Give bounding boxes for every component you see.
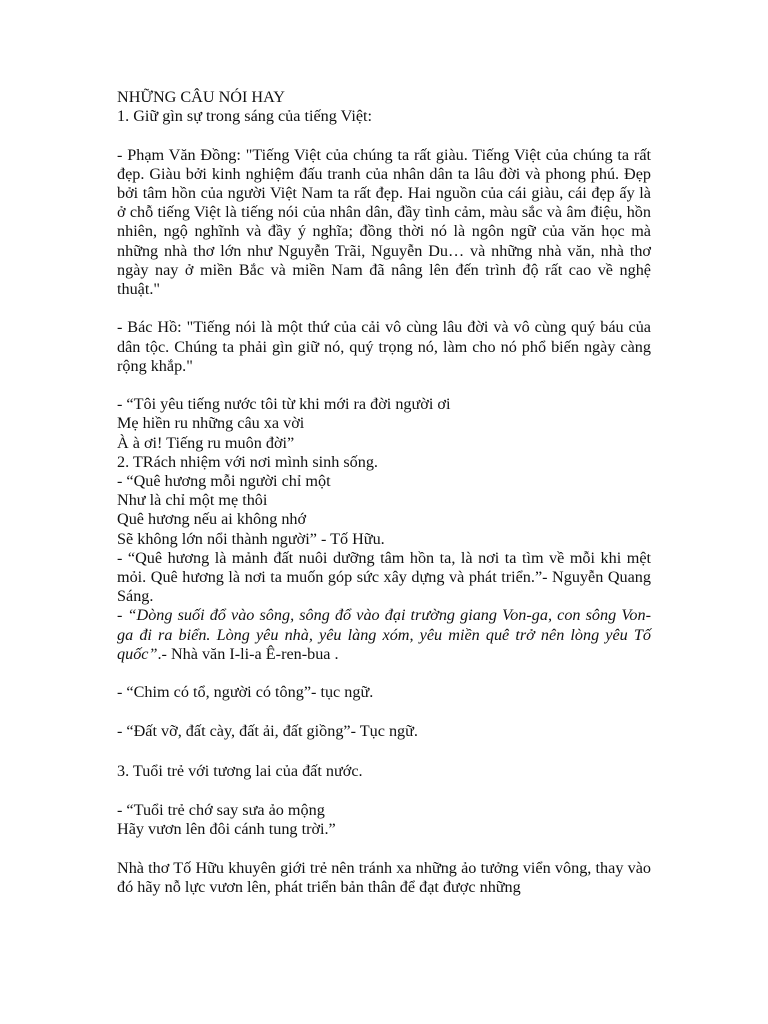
poem-line: Quê hương nếu ai không nhớ: [117, 510, 307, 529]
quote-attribution: .- Nhà văn I-li-a Ê-ren-bua .: [157, 644, 339, 663]
spacer: [117, 664, 651, 683]
poem-line: - “Quê hương mỗi người chỉ một: [117, 472, 331, 491]
poem-line: Sẽ không lớn nổi thành người” - Tố Hữu.: [117, 529, 385, 548]
proverb-chim-co-to: - “Chim có tổ, người có tông”- tục ngữ.: [117, 683, 374, 702]
spacer: [117, 376, 651, 395]
poem-line: - “Tôi yêu tiếng nước tôi từ khi mới ra đời người ơi: [117, 395, 451, 414]
spacer: [117, 126, 651, 145]
proverb-dat-vo: - “Đất vỡ, đất cày, đất ải, đất giồng”- Tục ngữ.: [117, 722, 418, 741]
poem-line: - “Tuổi trẻ chớ say sưa ảo mộng: [117, 800, 325, 819]
spacer: [117, 299, 651, 318]
poem-line: Như là chỉ một mẹ thôi: [117, 491, 268, 510]
spacer: [117, 702, 651, 722]
poem-line: Mẹ hiền ru những câu xa vời: [117, 414, 305, 433]
spacer: [117, 742, 651, 762]
poem-line: Hãy vươn lên đôi cánh tung trời.”: [117, 820, 336, 839]
section-1-heading: 1. Giữ gìn sự trong sáng của tiếng Việt:: [117, 107, 373, 126]
spacer: [117, 781, 651, 801]
quote-ehrenburg: [117, 606, 651, 664]
spacer: [117, 839, 651, 859]
quote-italic-text: “Dòng suối đổ vào sông, sông đổ vào đại trường giang Von-ga, con sông Von-ga đi ra biển. Lòng yêu nhà, yêu làng xóm, yêu miền quê trở nên lòng yêu Tố quốc”: [117, 606, 652, 663]
section-3-heading: 3. Tuổi trẻ với tương lai của đất nước.: [117, 761, 363, 780]
quote-nguyen-quang-sang: - “Quê hương là mảnh đất nuôi dưỡng tâm hồn ta, là nơi ta tìm về mỗi khi mệt mỏi. Quê hương là nơi ta muốn góp sức xây dựng và phát triển.”- Nguyễn Quang Sáng.: [117, 548, 651, 606]
quote-pham-van-dong: - Phạm Văn Đồng: "Tiếng Việt của chúng ta rất giàu. Tiếng Việt của chúng ta rất đẹp. Giàu bởi kinh nghiệm đấu tranh của nhân dân ta lâu đời và phong phú. Đẹp bởi tâm hồn của người Việt Nam ta rất đẹp. Hai nguồn của cái giàu, cái đẹp ấy là ở chỗ tiếng Việt là tiếng nói của nhân dân, đầy tình cảm, màu sắc và âm điệu, hồn nhiên, ngộ nghĩnh và đầy ý nghĩa; đồng thời nó là ngôn ngữ của văn học mà những nhà thơ lớn như Nguyễn Trãi, Nguyễn Du… và những nhà văn, nhà thơ ngày nay ở miền Bắc và miền Nam đã nâng lên đến trình độ rất cao về nghệ thuật.": [117, 145, 651, 299]
quote-prefix: -: [117, 606, 128, 625]
document-title: NHỮNG CÂU NÓI HAY: [117, 88, 285, 106]
poem-line: À à ơi! Tiếng ru muôn đời”: [117, 433, 295, 452]
quote-bac-ho: - Bác Hồ: "Tiếng nói là một thứ của cải vô cùng lâu đời và vô cùng quý báu của dân tộc. Chúng ta phải gìn giữ nó, quý trọng nó, làm cho nó phổ biến ngày càng rộng khắp.": [117, 318, 651, 375]
section-2-heading: 2. TRách nhiệm với nơi mình sinh sống.: [117, 452, 378, 471]
document-body: [117, 88, 651, 898]
paragraph-to-huu-advice: Nhà thơ Tố Hữu khuyên giới trẻ nên tránh xa những ảo tưởng viển vông, thay vào đó hãy nỗ lực vươn lên, phát triển bản thân để đạt được những: [117, 859, 651, 897]
